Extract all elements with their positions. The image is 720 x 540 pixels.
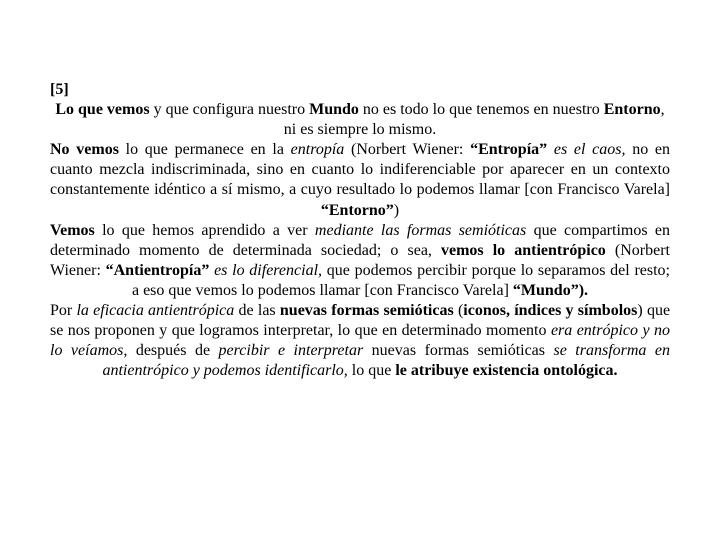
paragraph-4 xyxy=(50,301,670,381)
p1-bold-lo-que-vemos: Lo que vemos xyxy=(55,101,150,119)
p2-italic-entropia: entropía xyxy=(290,141,345,159)
p1-bold-mundo: Mundo xyxy=(309,101,359,119)
p2-bold-entorno-quote: “Entorno” xyxy=(320,201,394,219)
p2-italic-es-el-caos: es el caos, xyxy=(547,141,626,159)
p4-italic-percibir: percibir e interpretar xyxy=(218,342,364,360)
p4-text-1: Por xyxy=(50,302,77,320)
p3-italic-mediante: mediante las formas semióticas xyxy=(314,221,527,239)
p3-bold-antientropia-quote: “Antientropía” xyxy=(105,261,210,279)
p3-text-2: que compartimos en determinado momento de determinada sociedad; o sea, xyxy=(50,221,670,259)
p4-bold-iconos: iconos, índices y símbolos xyxy=(463,302,638,320)
p4-bold-nuevas-formas: nuevas formas semióticas xyxy=(279,302,454,320)
p4-bold-atribuye: le atribuye existencia ontológica. xyxy=(395,362,618,380)
p2-text-1: lo que permanece en la xyxy=(118,141,291,159)
slide-number: [5] xyxy=(50,81,69,98)
p4-text-2: de las xyxy=(234,302,280,320)
paragraph-1 xyxy=(50,100,670,140)
p2-bold-no-vemos: No vemos xyxy=(50,141,119,159)
p3-text-3: (Norbert Wiener: xyxy=(50,241,670,279)
p2-text-3: no en cuanto mezcla indiscriminada, sino en cuanto lo indiferenciable por aparecer en un contexto constantemente idéntico a sí mismo, a cuyo resultado lo podemos llamar [con Francisco Varela] xyxy=(50,141,671,199)
p3-bold-vemos-lo-antientropico: vemos lo antientrópico xyxy=(441,241,606,259)
p3-bold-vemos: Vemos xyxy=(50,221,95,239)
p4-italic-se-transforma: se transforma en antientrópico y podemos identificarlo, xyxy=(102,342,671,380)
p3-bold-mundo-quote: “Mundo” xyxy=(512,281,579,299)
p1-text-2: no es todo lo que tenemos en nuestro xyxy=(358,101,604,119)
p2-text-2: (Norbert Wiener: xyxy=(344,141,471,159)
paragraph-3 xyxy=(50,221,670,301)
p4-text-3: ( xyxy=(453,302,464,320)
p1-bold-entorno: Entorno xyxy=(603,101,661,119)
p3-italic-es-lo-diferencial: es lo diferencial, xyxy=(209,261,323,279)
p4-text-4: ) que se nos proponen y que logramos interpretar, lo que en determinado momento xyxy=(50,302,671,340)
p1-text-1: y que configura nuestro xyxy=(149,101,310,119)
p4-text-6: nuevas formas semióticas xyxy=(363,342,554,360)
p3-text-1: lo que hemos aprendido a ver xyxy=(94,221,315,239)
paragraph-2 xyxy=(50,140,670,220)
p4-italic-era-entropico: era entrópico y no lo veíamos, xyxy=(50,322,671,360)
p4-italic-eficacia: la eficacia antientrópica xyxy=(76,302,235,320)
text-block xyxy=(50,80,670,381)
p4-text-7: lo que xyxy=(347,362,396,380)
p2-text-4: ) xyxy=(393,201,400,219)
p4-text-5: después de xyxy=(127,342,219,360)
p3-text-4: que podemos percibir porque lo separamos del resto; a eso que vemos lo podemos llamar [con Francisco Varela] xyxy=(131,261,670,299)
p1-text-3: , ni es siempre lo mismo. xyxy=(283,101,665,139)
p3-text-5: ). xyxy=(578,281,589,299)
p2-bold-entropia-quote: “Entropía” xyxy=(470,141,548,159)
